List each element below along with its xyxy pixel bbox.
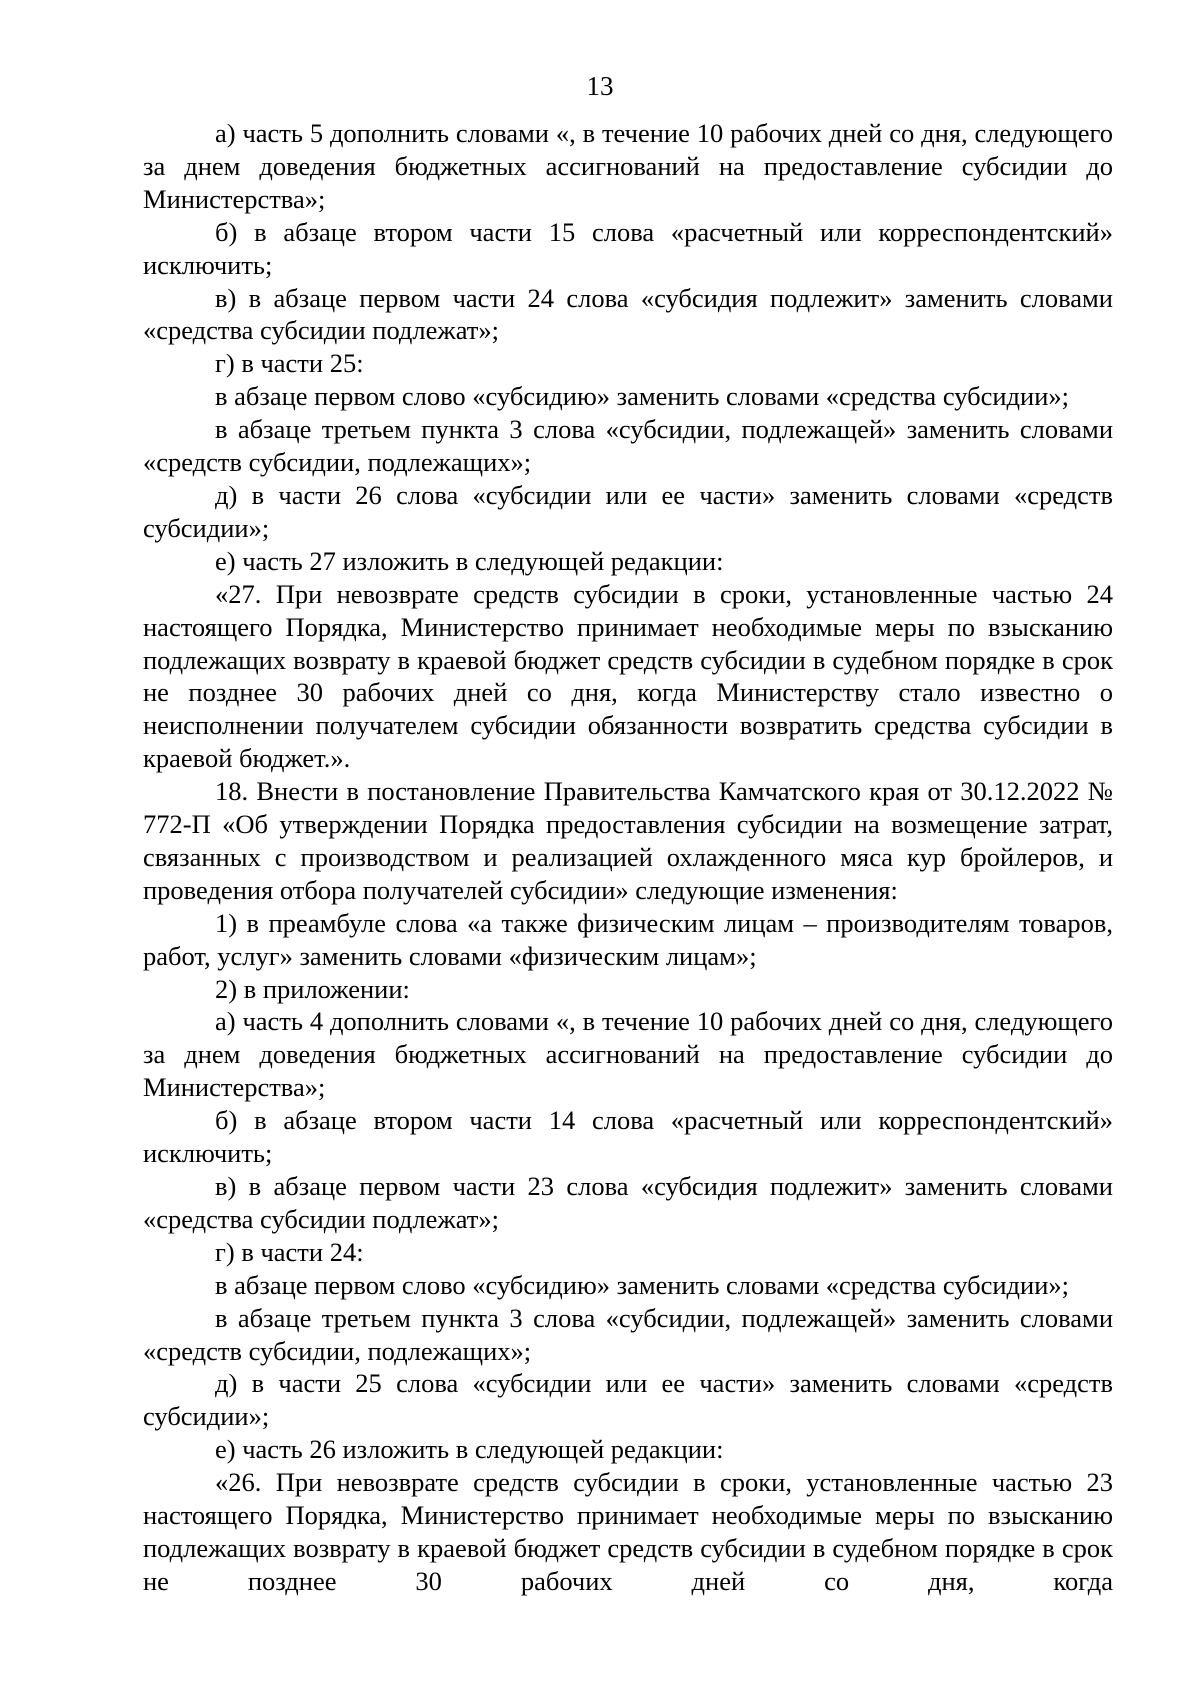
paragraph: в абзаце первом слово «субсидию» заменить словами «средства субсидии»; — [215, 1269, 1070, 1300]
paragraph: б) в абзаце втором части 14 слова «расчетный или корреспондентский» исключить; — [143, 1105, 1113, 1169]
paragraph: «26. При невозврате средств субсидии в сроки, установленные частью 23 настоящего Порядка, Министерство принимает необходимые меры по взысканию подлежащих возврату в краевой бюджет средств субсидии в судебном порядке в срок не позднее 30 рабочих дней со дня, когда — [143, 1467, 1113, 1596]
document-body — [143, 117, 1113, 1598]
paragraph: в абзаце третьем пункта 3 слова «субсидии, подлежащей» заменить словами «средств субсидии, подлежащих»; — [143, 414, 1113, 478]
paragraph: в абзаце третьем пункта 3 слова «субсидии, подлежащей» заменить словами «средств субсидии, подлежащих»; — [143, 1302, 1113, 1366]
paragraph: в) в абзаце первом части 24 слова «субсидия подлежит» заменить словами «средства субсидии подлежат»; — [143, 282, 1113, 346]
paragraph: а) часть 5 дополнить словами «, в течение 10 рабочих дней со дня, следующего за днем доведения бюджетных ассигнований на предоставление субсидии до Министерства»; — [143, 118, 1113, 214]
paragraph: «27. При невозврате средств субсидии в сроки, установленные частью 24 настоящего Порядка, Министерство принимает необходимые меры по взысканию подлежащих возврату в краевой бюджет средств субсидии в судебном порядке в срок не позднее 30 рабочих дней со дня, когда Министерству стало известно о неисполнении получателем субсидии обязанности возвратить средства субсидии в краевой бюджет.». — [143, 578, 1113, 774]
paragraph: 18. Внести в постановление Правительства Камчатского края от 30.12.2022 № 772-П «Об утверждении Порядка предоставления субсидии на возмещение затрат, связанных с производством и реализацией охлажденного мяса кур бройлеров, и проведения отбора получателей субсидии» следующие изменения: — [143, 776, 1113, 905]
paragraph: в) в абзаце первом части 23 слова «субсидия подлежит» заменить словами «средства субсидии подлежат»; — [143, 1171, 1113, 1234]
paragraph: д) в части 25 слова «субсидии или ее части» заменить словами «средств субсидии»; — [143, 1368, 1113, 1432]
paragraph: в абзаце первом слово «субсидию» заменить словами «средства субсидии»; — [215, 381, 1070, 412]
paragraph: 1) в преамбуле слова «а также физическим лицам – производителям товаров, работ, услуг» заменить словами «физическим лицам»; — [143, 907, 1113, 971]
paragraph: а) часть 4 дополнить словами «, в течение 10 рабочих дней со дня, следующего за днем доведения бюджетных ассигнований на предоставление субсидии до Министерства»; — [143, 1006, 1113, 1103]
paragraph: г) в части 25: — [215, 348, 364, 379]
page-number: 13 — [586, 71, 614, 101]
paragraph: б) в абзаце втором части 15 слова «расчетный или корреспондентский» исключить; — [143, 216, 1113, 280]
paragraph: г) в части 24: — [215, 1236, 364, 1267]
paragraph: 2) в приложении: — [215, 973, 410, 1004]
paragraph: е) часть 26 изложить в следующей редакции: — [215, 1434, 724, 1465]
paragraph: д) в части 26 слова «субсидии или ее части» заменить словами «средств субсидии»; — [143, 479, 1113, 543]
paragraph: е) часть 27 изложить в следующей редакции: — [215, 545, 724, 576]
